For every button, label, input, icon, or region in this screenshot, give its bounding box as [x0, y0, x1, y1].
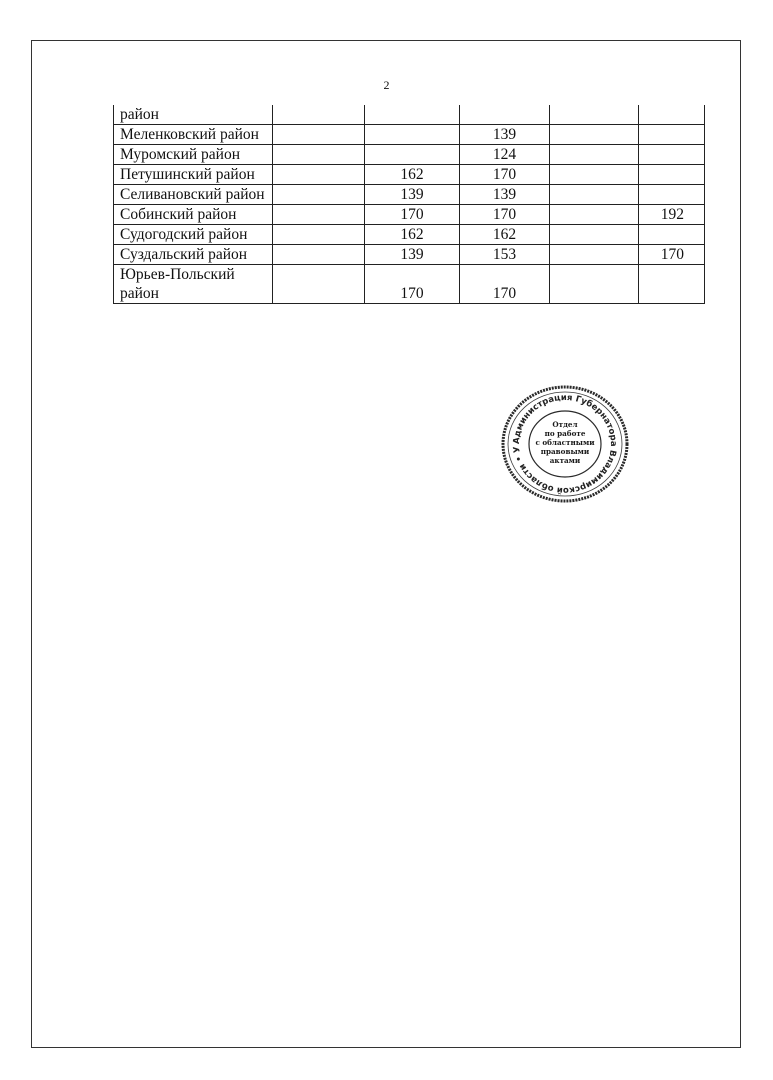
district-name: Юрьев-Польский район: [114, 265, 273, 304]
cell: [639, 265, 705, 304]
table-row: [114, 205, 705, 225]
district-name: район: [114, 105, 273, 125]
table-row: [114, 225, 705, 245]
cell: [273, 105, 365, 125]
cell: 162: [365, 165, 460, 185]
seal-center-line: с областными: [535, 438, 595, 447]
table-row: [114, 265, 705, 304]
cell: 162: [460, 225, 550, 245]
district-name: Меленковский район: [114, 125, 273, 145]
cell: [365, 105, 460, 125]
cell: [273, 205, 365, 225]
cell: [273, 125, 365, 145]
cell: 192: [639, 205, 705, 225]
cell: 139: [365, 245, 460, 265]
cell: 124: [460, 145, 550, 165]
cell: [365, 145, 460, 165]
seal-center-line: актами: [549, 456, 581, 465]
cell: [273, 245, 365, 265]
cell: [639, 185, 705, 205]
cell: 139: [460, 125, 550, 145]
data-table: [113, 105, 705, 304]
table-row: [114, 185, 705, 205]
cell: [639, 105, 705, 125]
page-number: 2: [383, 78, 390, 92]
cell: [639, 165, 705, 185]
cell: [550, 225, 639, 245]
cell: [550, 245, 639, 265]
seal-ring-text: Администрация Губернатора Владимирской области • У: [511, 392, 619, 496]
official-seal: [501, 385, 629, 503]
cell: [550, 205, 639, 225]
cell: [639, 145, 705, 165]
cell: [550, 185, 639, 205]
cell: [273, 145, 365, 165]
seal-center-line: Отдел: [552, 420, 578, 429]
cell: [550, 125, 639, 145]
seal-graphic: [501, 385, 629, 503]
district-name: Петушинский район: [114, 165, 273, 185]
district-name: Муромский район: [114, 145, 273, 165]
table-row: [114, 245, 705, 265]
cell: [273, 265, 365, 304]
table-row: [114, 165, 705, 185]
cell: [273, 165, 365, 185]
cell: [273, 185, 365, 205]
cell: 153: [460, 245, 550, 265]
cell: [550, 145, 639, 165]
cell: 170: [460, 265, 550, 304]
cell: [365, 125, 460, 145]
seal-center-line: правовыми: [540, 447, 590, 456]
seal-center-line: по работе: [544, 429, 586, 438]
cell: 170: [460, 205, 550, 225]
table-row: [114, 145, 705, 165]
district-name: Селивановский район: [114, 185, 273, 205]
cell: [273, 225, 365, 245]
district-name: Собинский район: [114, 205, 273, 225]
cell: [550, 265, 639, 304]
cell: 170: [365, 205, 460, 225]
district-name: Суздальский район: [114, 245, 273, 265]
cell: [639, 125, 705, 145]
cell: 170: [365, 265, 460, 304]
cell: [460, 105, 550, 125]
cell: [550, 165, 639, 185]
cell: [550, 105, 639, 125]
table-row: [114, 105, 705, 125]
cell: 139: [460, 185, 550, 205]
cell: [639, 225, 705, 245]
cell: 162: [365, 225, 460, 245]
cell: 139: [365, 185, 460, 205]
cell: 170: [460, 165, 550, 185]
cell: 170: [639, 245, 705, 265]
district-name: Судогодский район: [114, 225, 273, 245]
table-row: [114, 125, 705, 145]
